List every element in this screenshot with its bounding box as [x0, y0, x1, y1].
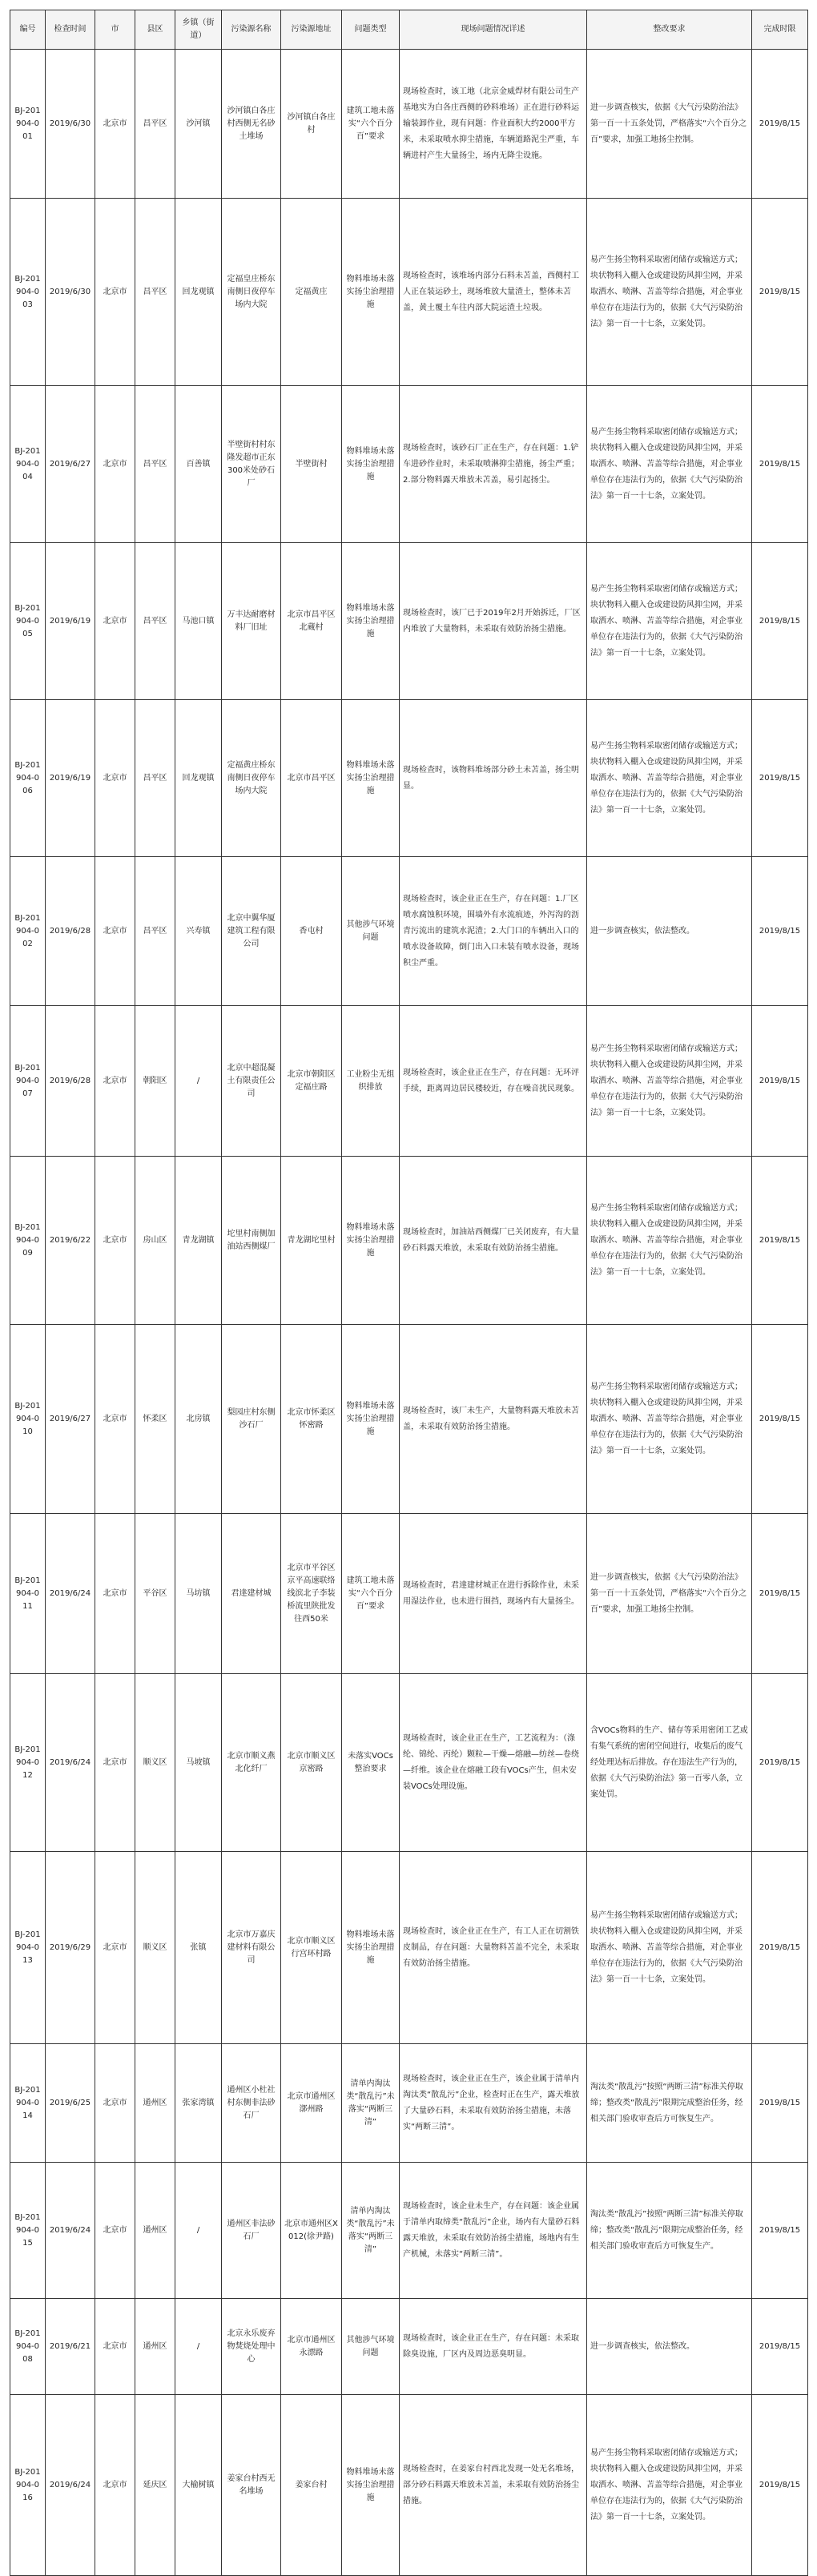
table-row	[10, 199, 808, 386]
cell-source-address: 北京市昌平区	[281, 700, 342, 857]
cell-details: 现场检查时，该工地（北京金威焊材有限公司生产基地实为白各庄西侧的砂料堆场）正在进行砂料运输装卸作业，现有问题：作业面积大约2000平方米，未采取喷水抑尘措施，车辆道路泥尘严重，车辆进村产生大量扬尘，场内无降尘设施。	[400, 50, 587, 199]
cell-source-name: 北京中超混凝土有限责任公司	[222, 1006, 281, 1157]
cell-id: BJ-201904-005	[10, 543, 46, 700]
cell-id: BJ-201904-001	[10, 50, 46, 199]
cell-issue-type: 物料堆场未落实扬尘治理措施	[342, 1325, 400, 1514]
cell-city: 北京市	[95, 2299, 135, 2395]
cell-date: 2019/6/30	[46, 50, 95, 199]
cell-district: 怀柔区	[135, 1325, 175, 1514]
cell-city: 北京市	[95, 1157, 135, 1325]
cell-details: 现场检查时，该堆场内部分石料未苫盖，西侧村工人正在装运砂土，现场堆放大量渣土，整体未苫盖，黄土覆土车往内部大院运渣土垃圾。	[400, 199, 587, 386]
table-row	[10, 386, 808, 543]
cell-issue-type: 清单内淘汰类“散乱污”未落实“两断三清”	[342, 2044, 400, 2163]
cell-district: 朝阳区	[135, 1006, 175, 1157]
cell-source-name: 北京市顺义燕北化纤厂	[222, 1674, 281, 1852]
table-row	[10, 2163, 808, 2299]
cell-deadline: 2019/8/15	[752, 1157, 808, 1325]
inspection-sheet	[10, 10, 807, 2576]
cell-town: 大榆树镇	[175, 2395, 222, 2576]
cell-deadline: 2019/8/15	[752, 2299, 808, 2395]
cell-district: 昌平区	[135, 199, 175, 386]
cell-date: 2019/6/24	[46, 2163, 95, 2299]
cell-date: 2019/6/21	[46, 2299, 95, 2395]
table-row	[10, 1514, 808, 1674]
cell-details: 现场检查时，加油站西侧煤厂已关闭废弃，有大量砂石料露天堆放，未采取有效防治扬尘措施。	[400, 1157, 587, 1325]
cell-town: 马坡镇	[175, 1674, 222, 1852]
cell-district: 顺义区	[135, 1674, 175, 1852]
cell-town: 马池口镇	[175, 543, 222, 700]
cell-issue-type: 物料堆场未落实扬尘治理措施	[342, 386, 400, 543]
cell-requirements: 易产生扬尘物料采取密闭储存或输送方式；块状物料入棚入仓或建设防风抑尘网，并采取洒水、喷淋、苫盖等综合措施，对企事业单位存在违法行为的，依据《大气污染防治法》第一百一十七条，立案处罚。	[587, 386, 752, 543]
cell-town: 回龙观镇	[175, 199, 222, 386]
col-header-requirements: 整改要求	[587, 10, 752, 50]
cell-requirements: 易产生扬尘物料采取密闭储存或输送方式；块状物料入棚入仓或建设防风抑尘网，并采取洒水、喷淋、苫盖等综合措施，对企事业单位存在违法行为的，依据《大气污染防治法》第一百一十七条，立案处罚。	[587, 199, 752, 386]
table-row	[10, 2395, 808, 2576]
cell-id: BJ-201904-009	[10, 1157, 46, 1325]
cell-district: 昌平区	[135, 857, 175, 1006]
cell-id: BJ-201904-011	[10, 1514, 46, 1674]
cell-source-address: 香屯村	[281, 857, 342, 1006]
cell-deadline: 2019/8/15	[752, 2163, 808, 2299]
table-row	[10, 2299, 808, 2395]
cell-deadline: 2019/8/15	[752, 1006, 808, 1157]
cell-town: 回龙观镇	[175, 700, 222, 857]
cell-district: 昌平区	[135, 700, 175, 857]
cell-source-address: 北京市顺义区京密路	[281, 1674, 342, 1852]
cell-deadline: 2019/8/15	[752, 700, 808, 857]
cell-details: 现场检查时，君達建材城正在进行拆除作业，未采用湿法作业，也未进行围挡，现场内有大量扬尘。	[400, 1514, 587, 1674]
cell-district: 房山区	[135, 1157, 175, 1325]
col-header-town: 乡镇（街道）	[175, 10, 222, 50]
cell-details: 现场检查时，在姜家台村西北发现一处无名堆场，部分砂石料露天堆放未苫盖，未采取有效防治扬尘措施。	[400, 2395, 587, 2576]
cell-requirements: 易产生扬尘物料采取密闭储存或输送方式；块状物料入棚入仓或建设防风抑尘网，并采取洒水、喷淋、苫盖等综合措施，对企事业单位存在违法行为的，依据《大气污染防治法》第一百一十七条，立案处罚。	[587, 1157, 752, 1325]
cell-town: 张家湾镇	[175, 2044, 222, 2163]
cell-source-address: 姜家台村	[281, 2395, 342, 2576]
cell-date: 2019/6/19	[46, 543, 95, 700]
cell-source-name: 定福黄庄桥东南侧日夜停车场内大院	[222, 700, 281, 857]
cell-source-address: 北京市通州区漷州路	[281, 2044, 342, 2163]
cell-requirements: 淘汰类“散乱污”按照“两断三清”标准关停取缔；整改类“散乱污”限期完成整治任务，经相关部门验收审查后方可恢复生产。	[587, 2044, 752, 2163]
cell-town: 兴寿镇	[175, 857, 222, 1006]
cell-city: 北京市	[95, 857, 135, 1006]
cell-id: BJ-201904-016	[10, 2395, 46, 2576]
cell-id: BJ-201904-004	[10, 386, 46, 543]
cell-details: 现场检查时，该厂已于2019年2月开始拆迁，厂区内堆放了大量物料，未采取有效防治扬尘措施。	[400, 543, 587, 700]
cell-requirements: 易产生扬尘物料采取密闭储存或输送方式；块状物料入棚入仓或建设防风抑尘网，并采取洒水、喷淋、苫盖等综合措施，对企事业单位存在违法行为的，依据《大气污染防治法》第一百一十七条，立案处罚。	[587, 543, 752, 700]
cell-city: 北京市	[95, 543, 135, 700]
inspection-table	[10, 10, 808, 2576]
cell-id: BJ-201904-006	[10, 700, 46, 857]
cell-source-address: 沙河镇白各庄村	[281, 50, 342, 199]
cell-issue-type: 工业粉尘无组织排放	[342, 1006, 400, 1157]
cell-source-address: 北京市朝阳区定福庄路	[281, 1006, 342, 1157]
cell-id: BJ-201904-007	[10, 1006, 46, 1157]
cell-issue-type: 建筑工地未落实“六个百分百”要求	[342, 50, 400, 199]
cell-date: 2019/6/30	[46, 199, 95, 386]
col-header-details: 现场问题情况详述	[400, 10, 587, 50]
cell-town: 沙河镇	[175, 50, 222, 199]
cell-details: 现场检查时，该企业未生产，存在问题：该企业属于清单内取缔类“散乱污”企业，场内有大量砂石料露天堆放，未采取有效防治扬尘措施，场地内有生产机械，未落实“两断三清”。	[400, 2163, 587, 2299]
cell-details: 现场检查时，该企业正在生产，存在问题：1.厂区喷水腐蚀积环境，围墙外有水流痕迹，外泻沟的沥青污流出的建筑水泥渣；2.大门口的车辆出入口的喷水设备故障，倒门出入口未装有喷水设备，现场积尘严重。	[400, 857, 587, 1006]
cell-source-address: 北京市通州区X012(徐尹路)	[281, 2163, 342, 2299]
cell-issue-type: 其他涉气环境问题	[342, 2299, 400, 2395]
cell-issue-type: 建筑工地未落实“六个百分百”要求	[342, 1514, 400, 1674]
cell-district: 通州区	[135, 2163, 175, 2299]
cell-source-name: 通州区小杜社村东侧非法砂石厂	[222, 2044, 281, 2163]
cell-deadline: 2019/8/15	[752, 1514, 808, 1674]
cell-date: 2019/6/19	[46, 700, 95, 857]
cell-source-name: 半壁街村村东隆发超市正东300米处砂石厂	[222, 386, 281, 543]
cell-issue-type: 物料堆场未落实扬尘治理措施	[342, 1852, 400, 2044]
cell-issue-type: 物料堆场未落实扬尘治理措施	[342, 700, 400, 857]
cell-city: 北京市	[95, 50, 135, 199]
cell-district: 昌平区	[135, 50, 175, 199]
cell-city: 北京市	[95, 386, 135, 543]
cell-date: 2019/6/25	[46, 2044, 95, 2163]
cell-city: 北京市	[95, 700, 135, 857]
table-row	[10, 2044, 808, 2163]
cell-requirements: 进一步调查核实，依法整改。	[587, 857, 752, 1006]
cell-details: 现场检查时，该企业正在生产，存在问题：无环评手续，距离周边居民楼较近，存在噪音扰民现象。	[400, 1006, 587, 1157]
cell-city: 北京市	[95, 2044, 135, 2163]
cell-city: 北京市	[95, 1674, 135, 1852]
cell-town: /	[175, 2163, 222, 2299]
cell-details: 现场检查时，该砂石厂正在生产，存在问题：1.铲车进砂作业时，未采取喷淋抑尘措施，扬尘严重；2.部分物料露天堆放未苫盖，易引起扬尘。	[400, 386, 587, 543]
cell-deadline: 2019/8/15	[752, 199, 808, 386]
header-row	[10, 10, 808, 50]
cell-issue-type: 未落实VOCs整治要求	[342, 1674, 400, 1852]
cell-id: BJ-201904-010	[10, 1325, 46, 1514]
table-row	[10, 1006, 808, 1157]
cell-district: 延庆区	[135, 2395, 175, 2576]
cell-requirements: 淘汰类“散乱污”按照“两断三清”标准关停取缔；整改类“散乱污”限期完成整治任务，经相关部门验收审查后方可恢复生产。	[587, 2163, 752, 2299]
cell-date: 2019/6/24	[46, 2395, 95, 2576]
cell-district: 顺义区	[135, 1852, 175, 2044]
cell-id: BJ-201904-003	[10, 199, 46, 386]
cell-source-address: 北京市通州区永漂路	[281, 2299, 342, 2395]
col-header-id: 编号	[10, 10, 46, 50]
col-header-deadline: 完成时限	[752, 10, 808, 50]
col-header-issue-type: 问题类型	[342, 10, 400, 50]
cell-date: 2019/6/22	[46, 1157, 95, 1325]
cell-town: /	[175, 1006, 222, 1157]
cell-district: 通州区	[135, 2299, 175, 2395]
cell-source-address: 北京市昌平区北蔵村	[281, 543, 342, 700]
table-row	[10, 700, 808, 857]
cell-source-name: 君達建材城	[222, 1514, 281, 1674]
cell-deadline: 2019/8/15	[752, 2395, 808, 2576]
cell-city: 北京市	[95, 1514, 135, 1674]
table-row	[10, 1674, 808, 1852]
cell-id: BJ-201904-012	[10, 1674, 46, 1852]
cell-details: 现场检查时，该厂未生产，大量物料露天堆放未苫盖，未采取有效防治扬尘措施。	[400, 1325, 587, 1514]
cell-town: 北房镇	[175, 1325, 222, 1514]
cell-source-name: 沙河镇白各庄村西侧无名砂土堆场	[222, 50, 281, 199]
cell-town: 马坊镇	[175, 1514, 222, 1674]
cell-requirements: 进一步调查核实，依据《大气污染防治法》第一百一十五条处罚，严格落实“六个百分之百”要求，加强工地扬尘控制。	[587, 1514, 752, 1674]
cell-source-name: 通州区非法砂石厂	[222, 2163, 281, 2299]
cell-id: BJ-201904-013	[10, 1852, 46, 2044]
cell-city: 北京市	[95, 1852, 135, 2044]
cell-issue-type: 清单内淘汰类“散乱污”未落实“两断三清”	[342, 2163, 400, 2299]
cell-source-address: 青龙湖坨里村	[281, 1157, 342, 1325]
cell-deadline: 2019/8/15	[752, 543, 808, 700]
cell-town: 青龙湖镇	[175, 1157, 222, 1325]
cell-date: 2019/6/29	[46, 1852, 95, 2044]
cell-id: BJ-201904-015	[10, 2163, 46, 2299]
cell-requirements: 进一步调查核实，依据《大气污染防治法》第一百一十五条处罚，严格落实“六个百分之百”要求，加强工地扬尘控制。	[587, 50, 752, 199]
cell-city: 北京市	[95, 1006, 135, 1157]
cell-issue-type: 其他涉气环境问题	[342, 857, 400, 1006]
cell-deadline: 2019/8/15	[752, 386, 808, 543]
cell-deadline: 2019/8/15	[752, 1325, 808, 1514]
cell-date: 2019/6/28	[46, 857, 95, 1006]
cell-date: 2019/6/28	[46, 1006, 95, 1157]
cell-details: 现场检查时，该企业正在生产，有工人正在切割铁皮制品，存在问题：大量物料苫盖不完全，未采取有效防治扬尘措施。	[400, 1852, 587, 2044]
cell-source-address: 半壁街村	[281, 386, 342, 543]
cell-requirements: 易产生扬尘物料采取密闭储存或输送方式；块状物料入棚入仓或建设防风抑尘网，并采取洒水、喷淋、苫盖等综合措施，对企事业单位存在违法行为的，依据《大气污染防治法》第一百一十七条，立案处罚。	[587, 700, 752, 857]
col-header-source-name: 污染源名称	[222, 10, 281, 50]
cell-id: BJ-201904-002	[10, 857, 46, 1006]
col-header-source-address: 污染源地址	[281, 10, 342, 50]
cell-city: 北京市	[95, 199, 135, 386]
cell-deadline: 2019/8/15	[752, 857, 808, 1006]
cell-issue-type: 物料堆场未落实扬尘治理措施	[342, 1157, 400, 1325]
cell-issue-type: 物料堆场未落实扬尘治理措施	[342, 543, 400, 700]
cell-id: BJ-201904-014	[10, 2044, 46, 2163]
cell-deadline: 2019/8/15	[752, 1674, 808, 1852]
cell-district: 平谷区	[135, 1514, 175, 1674]
table-row	[10, 50, 808, 199]
cell-date: 2019/6/24	[46, 1514, 95, 1674]
cell-requirements: 易产生扬尘物料采取密闭储存或输送方式；块状物料入棚入仓或建设防风抑尘网，并采取洒水、喷淋、苫盖等综合措施，对企事业单位存在违法行为的，依据《大气污染防治法》第一百一十七条，立案处罚。	[587, 1006, 752, 1157]
table-row	[10, 1852, 808, 2044]
cell-details: 现场检查时，该物料堆场部分砂土未苫盖，扬尘明显。	[400, 700, 587, 857]
cell-source-address: 定福黄庄	[281, 199, 342, 386]
cell-town: 百善镇	[175, 386, 222, 543]
cell-date: 2019/6/27	[46, 386, 95, 543]
cell-requirements: 易产生扬尘物料采取密闭储存或输送方式；块状物料入棚入仓或建设防风抑尘网，并采取洒水、喷淋、苫盖等综合措施，对企事业单位存在违法行为的，依据《大气污染防治法》第一百一十七条，立案处罚。	[587, 2395, 752, 2576]
cell-date: 2019/6/27	[46, 1325, 95, 1514]
cell-requirements: 进一步调查核实，依法整改。	[587, 2299, 752, 2395]
cell-details: 现场检查时，该企业正在生产，该企业属于清单内淘汰类“散乱污”企业，检查时正在生产，露天堆放了大量砂石料，未采取有效防治扬尘措施，未落实“两断三清”。	[400, 2044, 587, 2163]
cell-deadline: 2019/8/15	[752, 2044, 808, 2163]
cell-source-address: 北京市平谷区京平高速联络线滨北子李装桥流里陕批发往西50米	[281, 1514, 342, 1674]
col-header-date: 检查时间	[46, 10, 95, 50]
cell-source-address: 北京市顺义区行宫环村路	[281, 1852, 342, 2044]
cell-date: 2019/6/24	[46, 1674, 95, 1852]
table-body	[10, 50, 808, 2576]
col-header-district: 县区	[135, 10, 175, 50]
cell-details: 现场检查时，该企业正在生产，存在问题：未采取除臭设施，厂区内及周边恶臭明显。	[400, 2299, 587, 2395]
cell-source-name: 北京中翼华厦建筑工程有限公司	[222, 857, 281, 1006]
cell-district: 昌平区	[135, 386, 175, 543]
cell-issue-type: 物料堆场未落实扬尘治理措施	[342, 199, 400, 386]
table-row	[10, 543, 808, 700]
cell-requirements: 易产生扬尘物料采取密闭储存或输送方式；块状物料入棚入仓或建设防风抑尘网，并采取洒水、喷淋、苫盖等综合措施，对企事业单位存在违法行为的，依据《大气污染防治法》第一百一十七条，立案处罚。	[587, 1852, 752, 2044]
table-row	[10, 1325, 808, 1514]
cell-deadline: 2019/8/15	[752, 1852, 808, 2044]
cell-source-name: 坨里村南侧加油站西侧煤厂	[222, 1157, 281, 1325]
table-row	[10, 1157, 808, 1325]
cell-source-name: 北京市万嘉庆建材料有限公司	[222, 1852, 281, 2044]
cell-deadline: 2019/8/15	[752, 50, 808, 199]
cell-city: 北京市	[95, 2395, 135, 2576]
table-row	[10, 857, 808, 1006]
cell-requirements: 含VOCs物料的生产、储存等采用密闭工艺或有集气系统的密闭空间进行，收集后的废气经处理达标后排放。存在违法生产行为的，依据《大气污染防治法》第一百零八条，立案处罚。	[587, 1674, 752, 1852]
cell-source-name: 姜家台村西无名堆场	[222, 2395, 281, 2576]
col-header-city: 市	[95, 10, 135, 50]
cell-source-name: 定福皇庄桥东南侧日夜停车场内大院	[222, 199, 281, 386]
cell-town: /	[175, 2299, 222, 2395]
cell-city: 北京市	[95, 1325, 135, 1514]
cell-city: 北京市	[95, 2163, 135, 2299]
cell-source-name: 北京永乐废弃物焚烧处理中心	[222, 2299, 281, 2395]
cell-district: 昌平区	[135, 543, 175, 700]
cell-source-name: 万丰达耐磨材料厂旧址	[222, 543, 281, 700]
cell-source-name: 梨园庄村东侧沙石厂	[222, 1325, 281, 1514]
cell-details: 现场检查时，该企业正在生产，工艺流程为：（涤纶、锦纶、丙纶）颗粒—干燥—熔融—纺丝—卷绕—纤维。该企业在熔融工段有VOCs产生，但未安装VOCs处理设施。	[400, 1674, 587, 1852]
cell-issue-type: 物料堆场未落实扬尘治理措施	[342, 2395, 400, 2576]
cell-source-address: 北京市怀柔区怀密路	[281, 1325, 342, 1514]
cell-requirements: 易产生扬尘物料采取密闭储存或输送方式；块状物料入棚入仓或建设防风抑尘网，并采取洒水、喷淋、苫盖等综合措施，对企事业单位存在违法行为的，依据《大气污染防治法》第一百一十七条，立案处罚。	[587, 1325, 752, 1514]
cell-id: BJ-201904-008	[10, 2299, 46, 2395]
cell-district: 通州区	[135, 2044, 175, 2163]
cell-town: 张镇	[175, 1852, 222, 2044]
